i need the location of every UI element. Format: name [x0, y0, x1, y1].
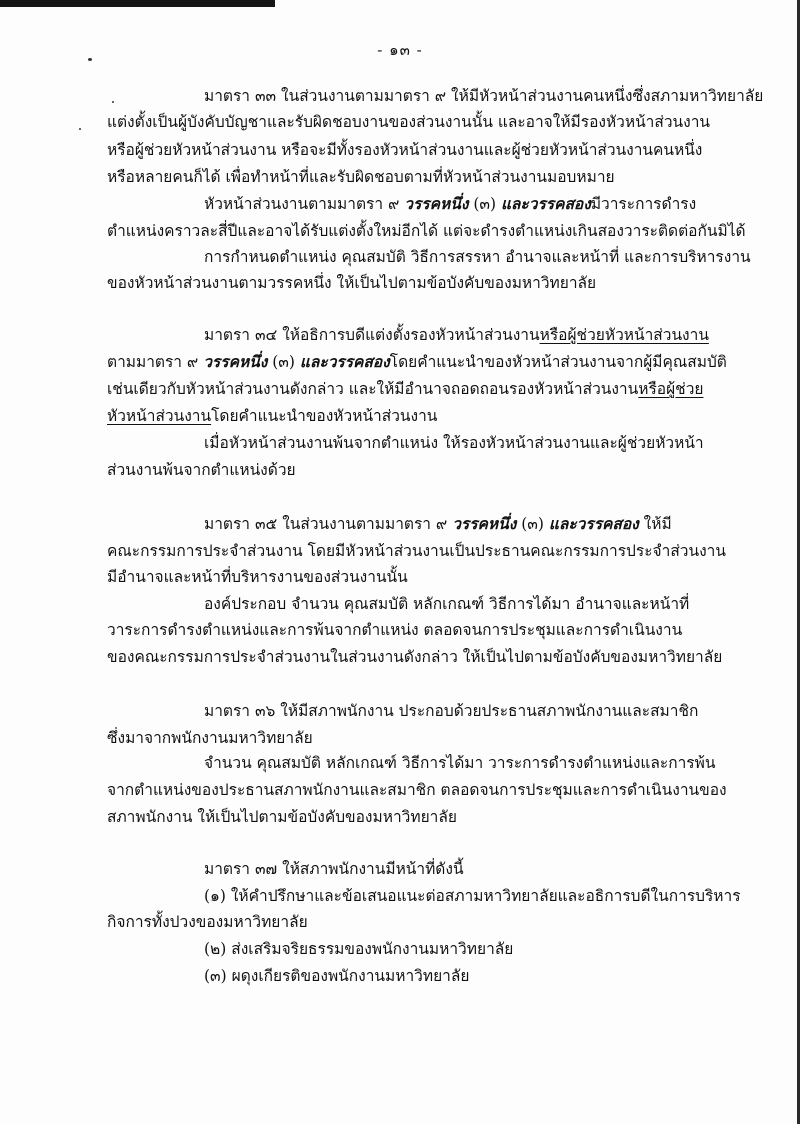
section-37-item-1-line-2: กิจการทั้งปวงของมหาวิทยาลัย — [107, 913, 308, 931]
text-run: มีวาระการดำรง — [590, 195, 697, 213]
emphasis-run: และวรรคสอง — [548, 514, 639, 533]
text-run: ให้มี — [638, 515, 672, 533]
emphasis-run: วรรคหนึ่ง — [203, 352, 268, 371]
scan-speck — [79, 128, 81, 130]
section-34-para-2-line-1: เมื่อหัวหน้าส่วนงานพ้นจากตำแหน่ง ให้รองหัวหน้าส่วนงานและผู้ช่วยหัวหน้า — [204, 434, 704, 452]
section-34-line-2 — [107, 351, 727, 373]
section-36-line-1: มาตรา ๓๖ ให้มีสภาพนักงาน ประกอบด้วยประธานสภาพนักงานและสมาชิก — [204, 702, 699, 720]
section-35-line-3: มีอำนาจและหน้าที่บริหารงานของส่วนงานนั้น — [107, 568, 408, 586]
section-35-line-2: คณะกรรมการประจำส่วนงาน โดยมีหัวหน้าส่วนงานเป็นประธานคณะกรรมการประจำส่วนงาน — [107, 542, 726, 560]
section-36-para-2-line-3: สภาพนักงาน ให้เป็นไปตามข้อบังคับของมหาวิทยาลัย — [107, 808, 457, 826]
amended-text: หรือผู้ช่วย — [638, 380, 704, 398]
text-run: ตามมาตรา ๙ — [107, 353, 204, 371]
section-33-line-4: หรือหลายคนก็ได้ เพื่อทำหน้าที่และรับผิดชอบตามที่หัวหน้าส่วนงานมอบหมาย — [107, 168, 615, 186]
scan-border-top — [0, 0, 275, 7]
emphasis-run: และวรรคสอง — [299, 352, 390, 371]
emphasis-run: วรรคหนึ่ง — [404, 194, 469, 213]
text-run: เช่นเดียวกับหัวหน้าส่วนงานดังกล่าว และให้มีอำนาจถอดถอนรองหัวหน้าส่วนงาน — [107, 380, 639, 398]
section-33-line-3: หรือผู้ช่วยหัวหน้าส่วนงาน หรือจะมีทั้งรองหัวหน้าส่วนงานและผู้ช่วยหัวหน้าส่วนงานคนหนึ่ง — [107, 141, 703, 159]
page-number: - ๑๓ - — [377, 41, 423, 59]
section-33-para-2-line-2: ตำแหน่งคราวละสี่ปีและอาจได้รับแต่งตั้งใหม่อีกได้ แต่จะดำรงตำแหน่งเกินสองวาระติดต่อกันมิได้ — [107, 222, 746, 240]
section-34-line-4 — [107, 405, 437, 427]
section-33-line-1: มาตรา ๓๓ ในส่วนงานตามมาตรา ๙ ให้มีหัวหน้าส่วนงานคนหนึ่งซึ่งสภามหาวิทยาลัย — [204, 87, 764, 105]
section-33-para-3-line-2: ของหัวหน้าส่วนงานตามวรรคหนึ่ง ให้เป็นไปตามข้อบังคับของมหาวิทยาลัย — [107, 274, 597, 292]
section-35-para-2-line-1: องค์ประกอบ จำนวน คุณสมบัติ หลักเกณฑ์ วิธีการได้มา อำนาจและหน้าที่ — [204, 595, 690, 613]
text-run: มาตรา ๓๔ ให้อธิการบดีแต่งตั้งรองหัวหน้าส่วนงาน — [204, 326, 540, 344]
section-37-item-1-line-1: (๑) ให้คำปรึกษาและข้อเสนอแนะต่อสภามหาวิทยาลัยและอธิการบดีในการบริหาร — [204, 887, 741, 905]
section-33-line-2: แต่งตั้งเป็นผู้บังคับบัญชาและรับผิดชอบงานของส่วนงานนั้น และอาจให้มีรองหัวหน้าส่วนงาน — [107, 113, 711, 131]
section-33-para-3-line-1: การกำหนดตำแหน่ง คุณสมบัติ วิธีการสรรหา อำนาจและหน้าที่ และการบริหารงาน — [204, 248, 751, 266]
text-run: โดยคำแนะนำของหัวหน้าส่วนงาน — [211, 407, 438, 425]
text-run: (๓) — [516, 515, 549, 533]
amended-text: หัวหน้าส่วนงาน — [107, 407, 212, 425]
scan-speck — [112, 101, 114, 103]
section-33-para-2-line-1 — [204, 193, 696, 215]
section-36-para-2-line-2: จากตำแหน่งของประธานสภาพนักงานและสมาชิก ตลอดจนการประชุมและการดำเนินงานของ — [107, 781, 727, 799]
text-run: (๓) — [267, 353, 300, 371]
section-35-line-1 — [204, 513, 672, 535]
section-37-item-3: (๓) ผดุงเกียรติของพนักงานมหาวิทยาลัย — [204, 967, 470, 985]
section-35-para-2-line-3: ของคณะกรรมการประจำส่วนงานในส่วนงานดังกล่าว ให้เป็นไปตามข้อบังคับของมหาวิทยาลัย — [107, 648, 723, 666]
section-34-para-2-line-2: ส่วนงานพ้นจากตำแหน่งด้วย — [107, 461, 296, 479]
section-37-item-2: (๒) ส่งเสริมจริยธรรมของพนักงานมหาวิทยาลัย — [204, 940, 514, 958]
amended-text: หรือผู้ช่วยหัวหน้าส่วนงาน — [539, 326, 709, 344]
section-35-para-2-line-2: วาระการดำรงตำแหน่งและการพ้นจากตำแหน่ง ตลอดจนการประชุมและการดำเนินงาน — [107, 621, 683, 639]
section-34-line-1 — [204, 324, 709, 346]
section-36-line-2: ซึ่งมาจากพนักงานมหาวิทยาลัย — [107, 729, 313, 747]
text-run: โดยคำแนะนำของหัวหน้าส่วนงานจากผู้มีคุณสมบัติ — [389, 353, 727, 371]
emphasis-run: วรรคหนึ่ง — [452, 514, 517, 533]
text-run: (๓) — [468, 195, 501, 213]
section-36-para-2-line-1: จำนวน คุณสมบัติ หลักเกณฑ์ วิธีการได้มา วาระการดำรงตำแหน่งและการพ้น — [204, 754, 716, 772]
text-run: หัวหน้าส่วนงานตามมาตรา ๙ — [204, 195, 405, 213]
section-34-line-3 — [107, 378, 703, 400]
section-37-line-1: มาตรา ๓๗ ให้สภาพนักงานมีหน้าที่ดังนี้ — [204, 860, 464, 878]
emphasis-run: และวรรคสอง — [500, 194, 591, 213]
text-run: มาตรา ๓๕ ในส่วนงานตามมาตรา ๙ — [204, 515, 453, 533]
